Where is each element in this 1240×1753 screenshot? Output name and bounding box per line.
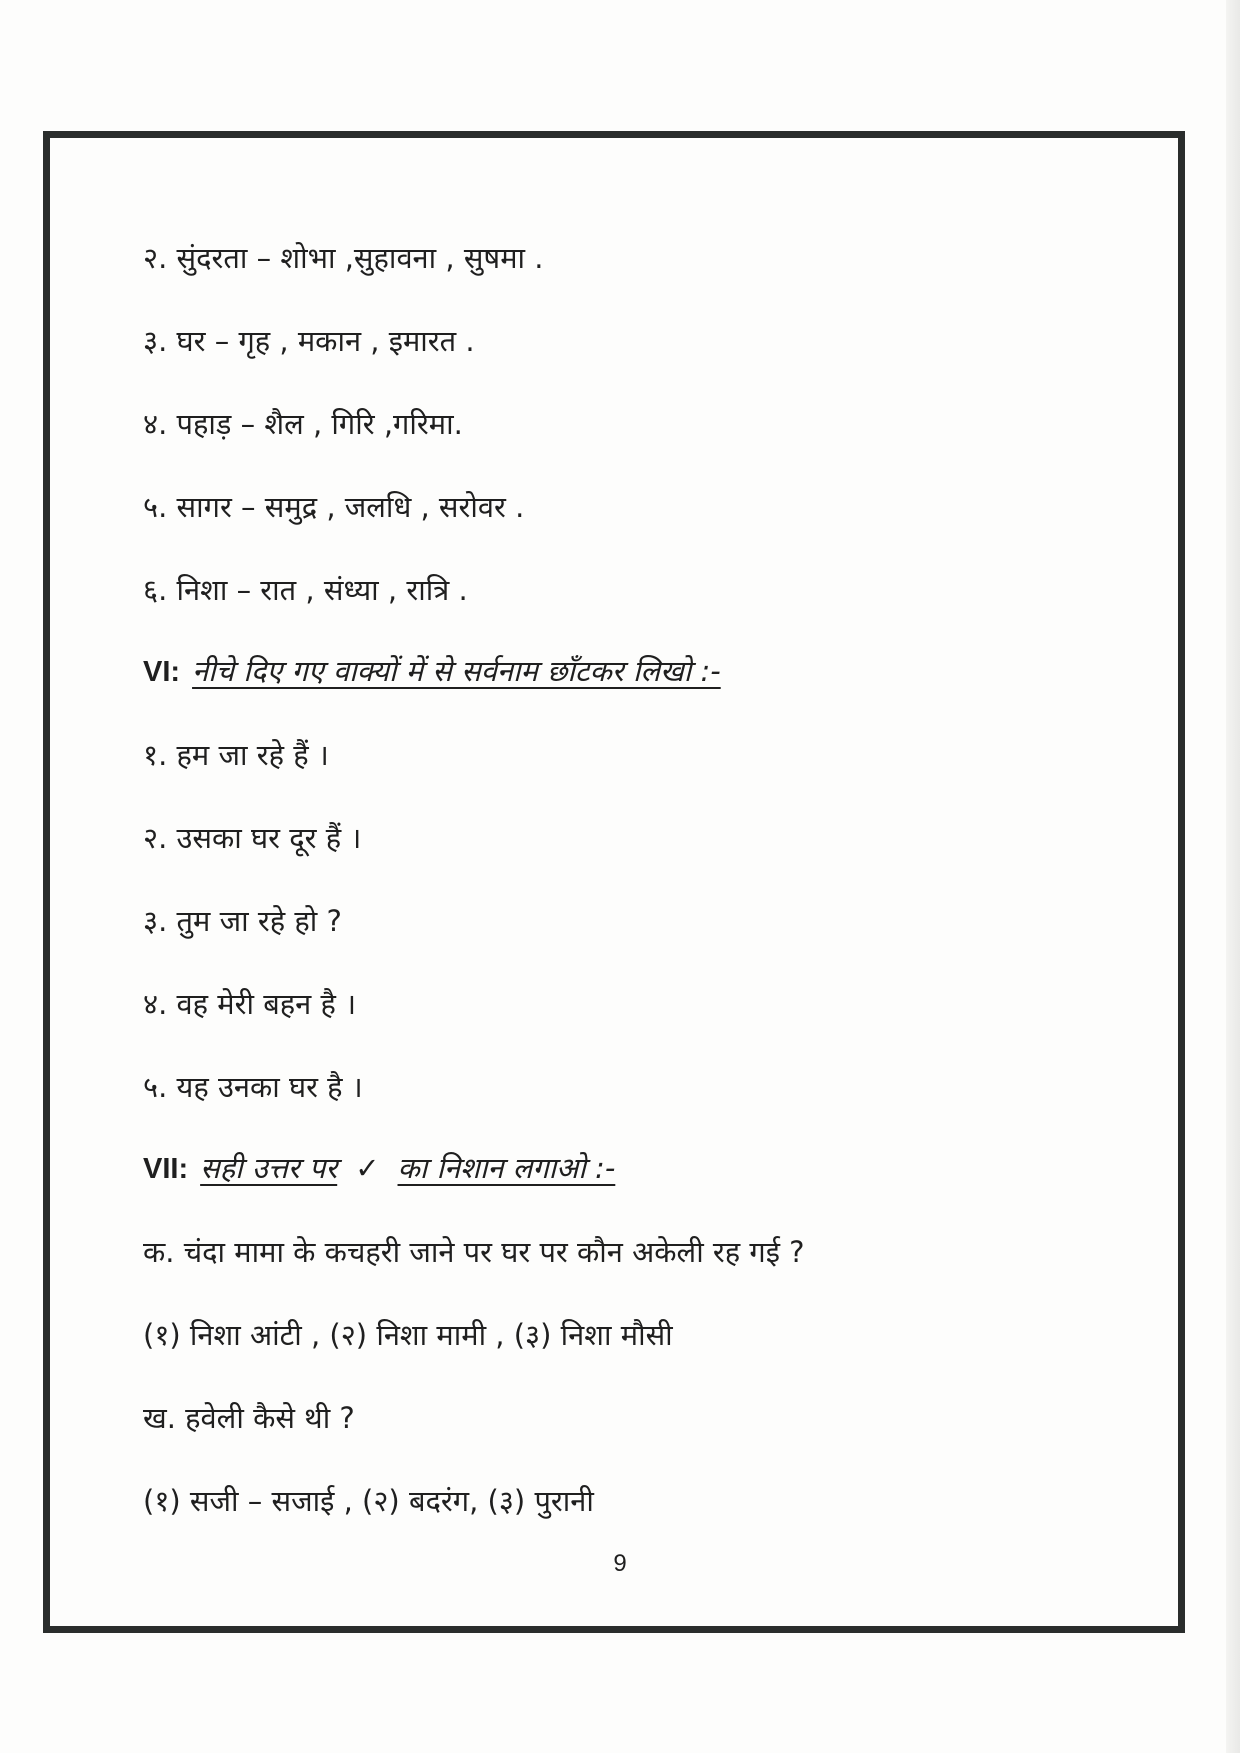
section-vii-title-start: सही उत्तर पर xyxy=(200,1151,338,1185)
section-vii-number: VII: xyxy=(143,1153,189,1185)
sentence-item: ३. तुम जा रहे हो ? xyxy=(143,904,342,938)
question-item: ख. हवेली कैसे थी ? xyxy=(143,1401,355,1435)
sentence-item: १. हम जा रहे हैं । xyxy=(143,738,329,772)
section-vi-number: VI: xyxy=(143,656,181,688)
sentence-item: ४. वह मेरी बहन है । xyxy=(143,987,357,1021)
section-vii-heading xyxy=(143,1148,615,1189)
sentence-item: २. उसका घर दूर हैं । xyxy=(143,821,362,855)
page-number: 9 xyxy=(613,1550,627,1577)
sentence-item: ५. यह उनका घर है । xyxy=(143,1070,363,1104)
section-vii-title-end: का निशान लगाओ :- xyxy=(397,1151,616,1185)
synonym-line: २. सुंदरता – शोभा ,सुहावना , सुषमा . xyxy=(143,241,544,275)
section-vi-title: नीचे दिए गए वाक्यों में से सर्वनाम छाँटकर लिखो :- xyxy=(192,654,721,688)
question-item: क. चंदा मामा के कचहरी जाने पर घर पर कौन अकेली रह गई ? xyxy=(143,1235,805,1269)
checkmark-icon: ✓ xyxy=(355,1151,380,1185)
synonym-line: ४. पहाड़ – शैल , गिरि ,गरिमा. xyxy=(143,407,463,441)
section-vi-heading xyxy=(143,651,721,692)
synonym-line: ३. घर – गृह , मकान , इमारत . xyxy=(143,324,475,358)
synonym-line: ५. सागर – समुद्र , जलधि , सरोवर . xyxy=(143,490,525,524)
answer-options: (१) निशा आंटी , (२) निशा मामी , (३) निशा मौसी xyxy=(143,1318,673,1352)
page-edge xyxy=(1226,0,1240,1753)
synonym-line: ६. निशा – रात , संध्या , रात्रि . xyxy=(143,573,468,607)
answer-options: (१) सजी – सजाई , (२) बदरंग, (३) पुरानी xyxy=(143,1484,594,1518)
section-vii-title xyxy=(200,1151,615,1185)
